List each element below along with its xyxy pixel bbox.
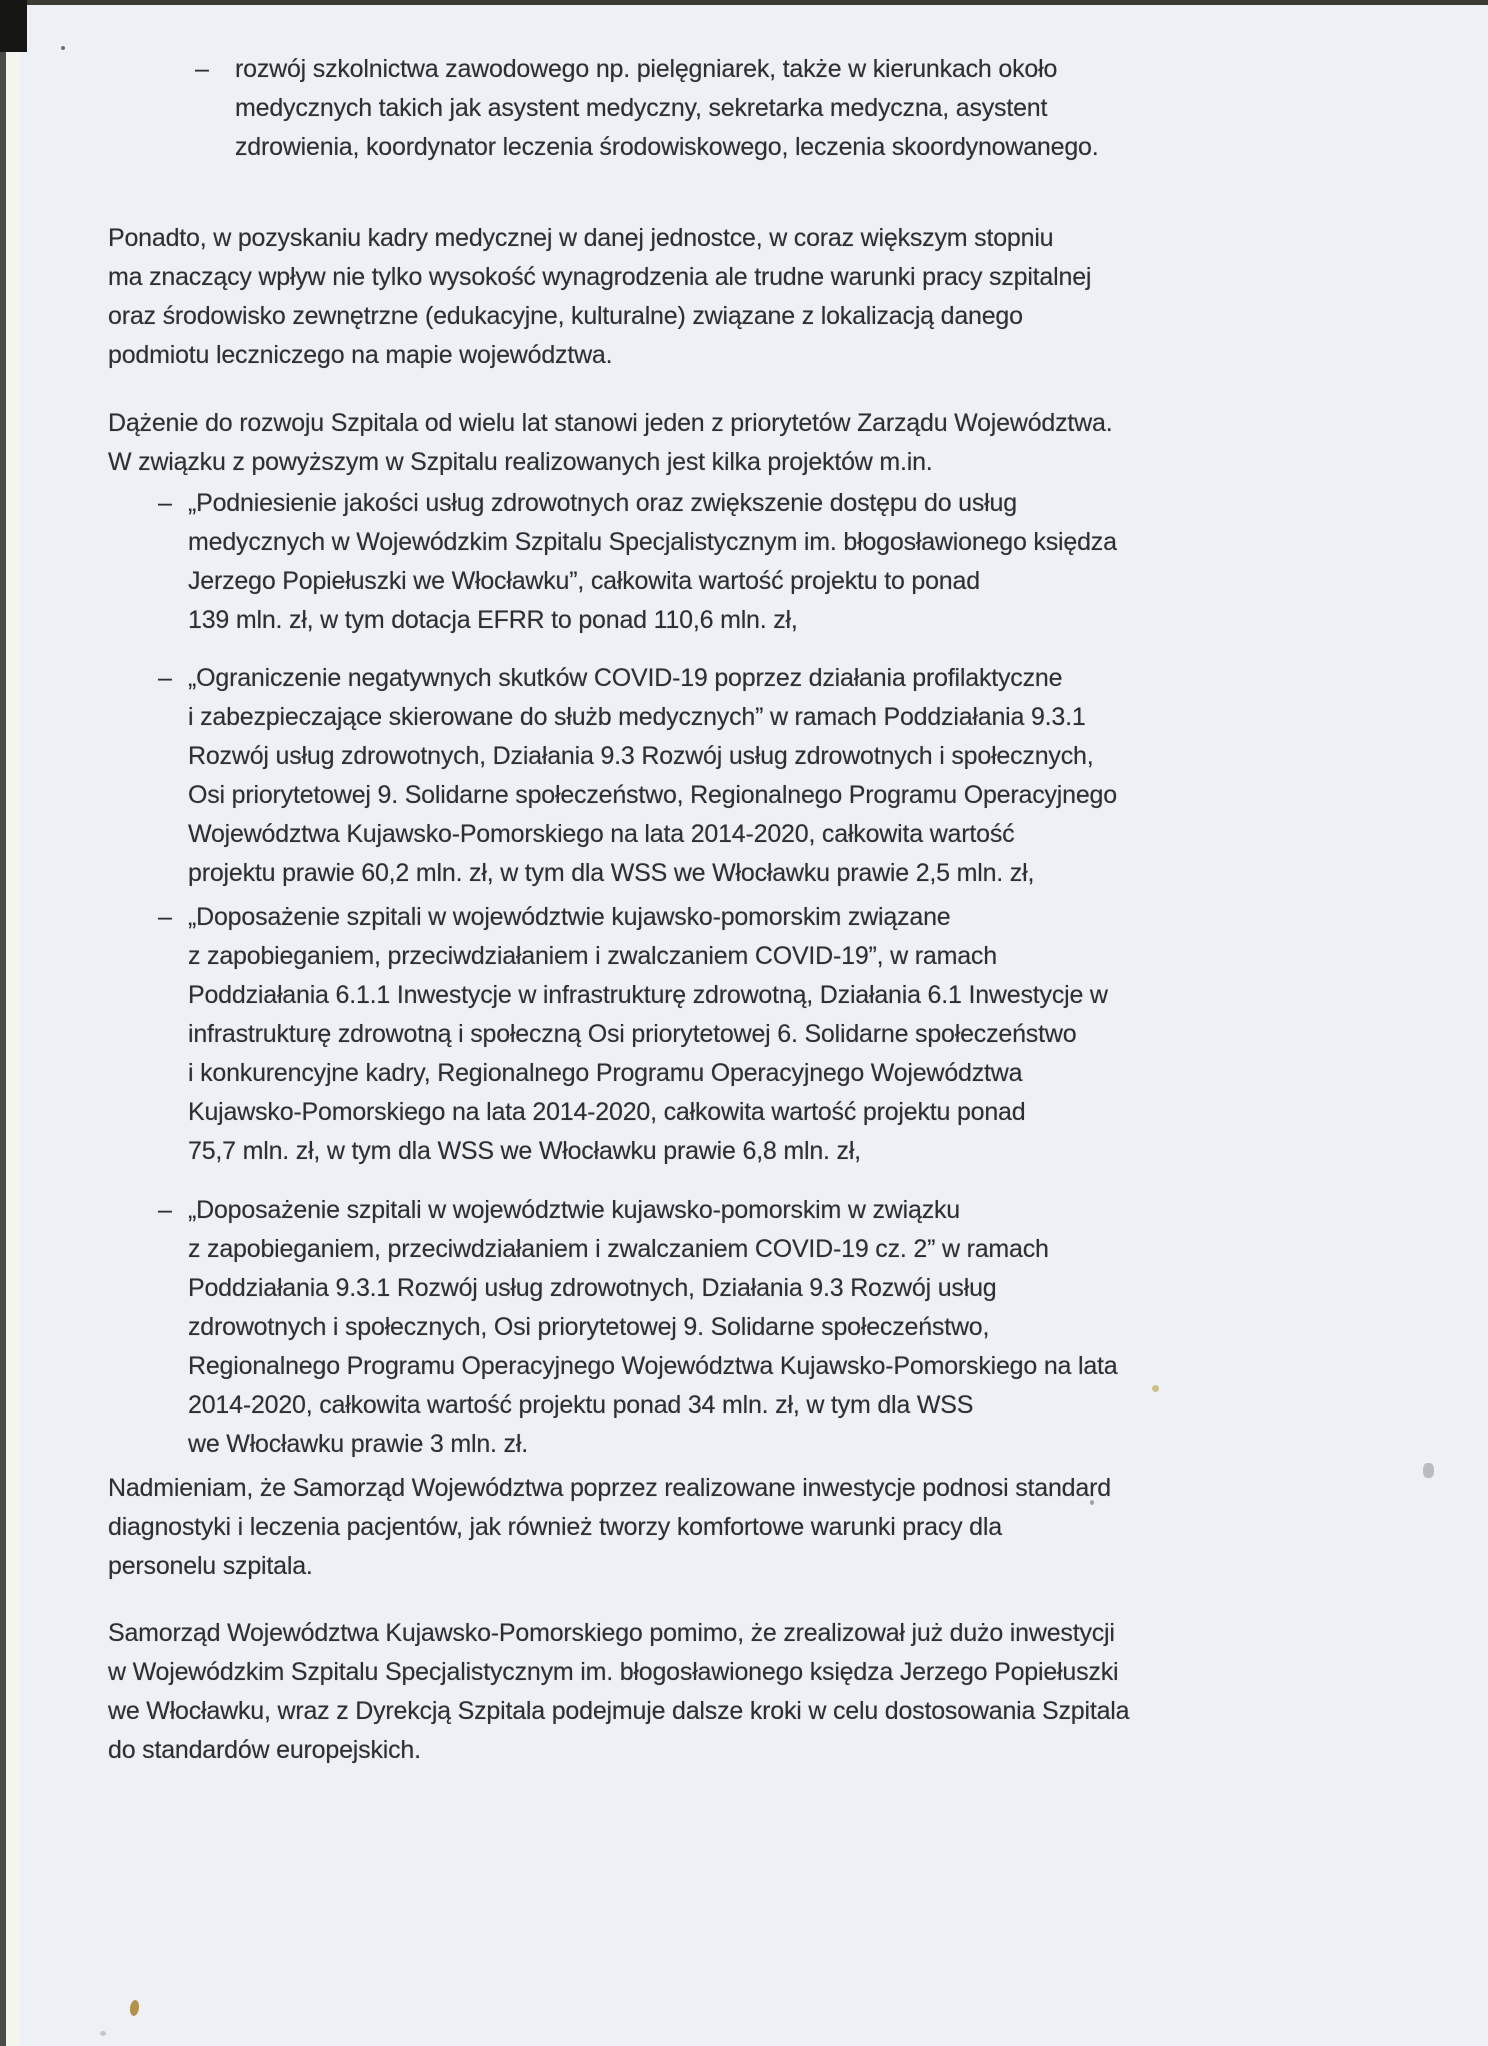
list-item-vocational-training bbox=[0, 50, 1488, 167]
text-line: Dążenie do rozwoju Szpitala od wielu lat stanowi jeden z priorytetów Zarządu Województwa. bbox=[108, 409, 1113, 437]
text-line: we Włocławku prawie 3 mln. zł. bbox=[188, 1430, 528, 1458]
list-item-project-doposazenie-2 bbox=[0, 1191, 1488, 1464]
text-line: i zabezpieczające skierowane do służb medycznych” w ramach Poddziałania 9.3.1 bbox=[188, 703, 1086, 731]
text-line: Nadmieniam, że Samorząd Województwa poprzez realizowane inwestycje podnosi standard bbox=[108, 1474, 1111, 1502]
paragraph-ponadto bbox=[0, 219, 1488, 375]
text-line: 139 mln. zł, w tym dotacja EFRR to ponad 110,6 mln. zł, bbox=[188, 606, 798, 634]
text-line: i konkurencyjne kadry, Regionalnego Programu Operacyjnego Województwa bbox=[188, 1059, 1023, 1087]
paragraph-dazenie bbox=[0, 404, 1488, 482]
text-line: „Doposażenie szpitali w województwie kujawsko-pomorskim związane bbox=[188, 903, 951, 931]
text-line: medycznych w Wojewódzkim Szpitalu Specjalistycznym im. błogosławionego księdza bbox=[188, 528, 1117, 556]
text-line: Województwa Kujawsko-Pomorskiego na lata 2014-2020, całkowita wartość bbox=[188, 820, 1015, 848]
text-line: Samorząd Województwa Kujawsko-Pomorskiego pomimo, że zrealizował już dużo inwestycji bbox=[108, 1619, 1115, 1647]
paragraph-samorzad bbox=[0, 1614, 1488, 1770]
text-line: Ponadto, w pozyskaniu kadry medycznej w danej jednostce, w coraz większym stopniu bbox=[108, 224, 1054, 252]
text-line: medycznych takich jak asystent medyczny, sekretarka medyczna, asystent bbox=[235, 94, 1048, 122]
scan-edge-top bbox=[0, 0, 1488, 5]
list-item-project-doposazenie-1 bbox=[0, 898, 1488, 1171]
bullet-dash: – bbox=[158, 903, 172, 931]
text-line: 75,7 mln. zł, w tym dla WSS we Włocławku prawie 6,8 mln. zł, bbox=[188, 1137, 861, 1165]
text-line: rozwój szkolnictwa zawodowego np. pielęgniarek, także w kierunkach około bbox=[235, 55, 1058, 83]
text-line: we Włocławku, wraz z Dyrekcją Szpitala podejmuje dalsze kroki w celu dostosowania Szpitala bbox=[108, 1697, 1130, 1725]
text-line: Jerzego Popiełuszki we Włocławku”, całkowita wartość projektu to ponad bbox=[188, 567, 980, 595]
text-line: Poddziałania 9.3.1 Rozwój usług zdrowotnych, Działania 9.3 Rozwój usług bbox=[188, 1274, 997, 1302]
text-line: zdrowienia, koordynator leczenia środowiskowego, leczenia skoordynowanego. bbox=[235, 133, 1099, 161]
scan-speck bbox=[129, 1999, 140, 2016]
list-item-project-ograniczenie bbox=[0, 659, 1488, 893]
text-line: projektu prawie 60,2 mln. zł, w tym dla WSS we Włocławku prawie 2,5 mln. zł, bbox=[188, 859, 1035, 887]
text-line: Kujawsko-Pomorskiego na lata 2014-2020, całkowita wartość projektu ponad bbox=[188, 1098, 1026, 1126]
bullet-dash: – bbox=[158, 489, 172, 517]
text-line: ma znaczący wpływ nie tylko wysokość wynagrodzenia ale trudne warunki pracy szpitalnej bbox=[108, 263, 1092, 291]
text-line: Regionalnego Programu Operacyjnego Województwa Kujawsko-Pomorskiego na lata bbox=[188, 1352, 1118, 1380]
text-line: zdrowotnych i społecznych, Osi priorytetowej 9. Solidarne społeczeństwo, bbox=[188, 1313, 990, 1341]
text-line: Poddziałania 6.1.1 Inwestycje w infrastrukturę zdrowotną, Działania 6.1 Inwestycje w bbox=[188, 981, 1108, 1009]
text-line: „Ograniczenie negatywnych skutków COVID-19 poprzez działania profilaktyczne bbox=[188, 664, 1063, 692]
bullet-dash: – bbox=[158, 1196, 172, 1224]
text-line: „Doposażenie szpitali w województwie kujawsko-pomorskim w związku bbox=[188, 1196, 960, 1224]
scan-corner-top-left bbox=[0, 0, 27, 52]
text-line: podmiotu leczniczego na mapie województwa. bbox=[108, 341, 613, 369]
text-line: infrastrukturę zdrowotną i społeczną Osi priorytetowej 6. Solidarne społeczeństwo bbox=[188, 1020, 1077, 1048]
text-line: diagnostyki i leczenia pacjentów, jak również tworzy komfortowe warunki pracy dla bbox=[108, 1513, 1002, 1541]
text-line: W związku z powyższym w Szpitalu realizowanych jest kilka projektów m.in. bbox=[108, 448, 933, 476]
list-item-project-podniesienie bbox=[0, 484, 1488, 640]
text-line: do standardów europejskich. bbox=[108, 1736, 421, 1764]
scan-speck bbox=[100, 2031, 106, 2036]
text-line: Osi priorytetowej 9. Solidarne społeczeństwo, Regionalnego Programu Operacyjnego bbox=[188, 781, 1117, 809]
bullet-dash: – bbox=[158, 664, 172, 692]
text-line: z zapobieganiem, przeciwdziałaniem i zwalczaniem COVID-19 cz. 2” w ramach bbox=[188, 1235, 1049, 1263]
text-line: „Podniesienie jakości usług zdrowotnych oraz zwiększenie dostępu do usług bbox=[188, 489, 1017, 517]
paragraph-nadmieniam bbox=[0, 1469, 1488, 1586]
text-line: oraz środowisko zewnętrzne (edukacyjne, kulturalne) związane z lokalizacją danego bbox=[108, 302, 1023, 330]
text-line: 2014-2020, całkowita wartość projektu ponad 34 mln. zł, w tym dla WSS bbox=[188, 1391, 974, 1419]
text-line: w Wojewódzkim Szpitalu Specjalistycznym im. błogosławionego księdza Jerzego Popiełuszki bbox=[108, 1658, 1119, 1686]
text-line: personelu szpitala. bbox=[108, 1552, 313, 1580]
bullet-dash: – bbox=[195, 55, 209, 83]
text-line: z zapobieganiem, przeciwdziałaniem i zwalczaniem COVID-19”, w ramach bbox=[188, 942, 997, 970]
text-line: Rozwój usług zdrowotnych, Działania 9.3 Rozwój usług zdrowotnych i społecznych, bbox=[188, 742, 1094, 770]
